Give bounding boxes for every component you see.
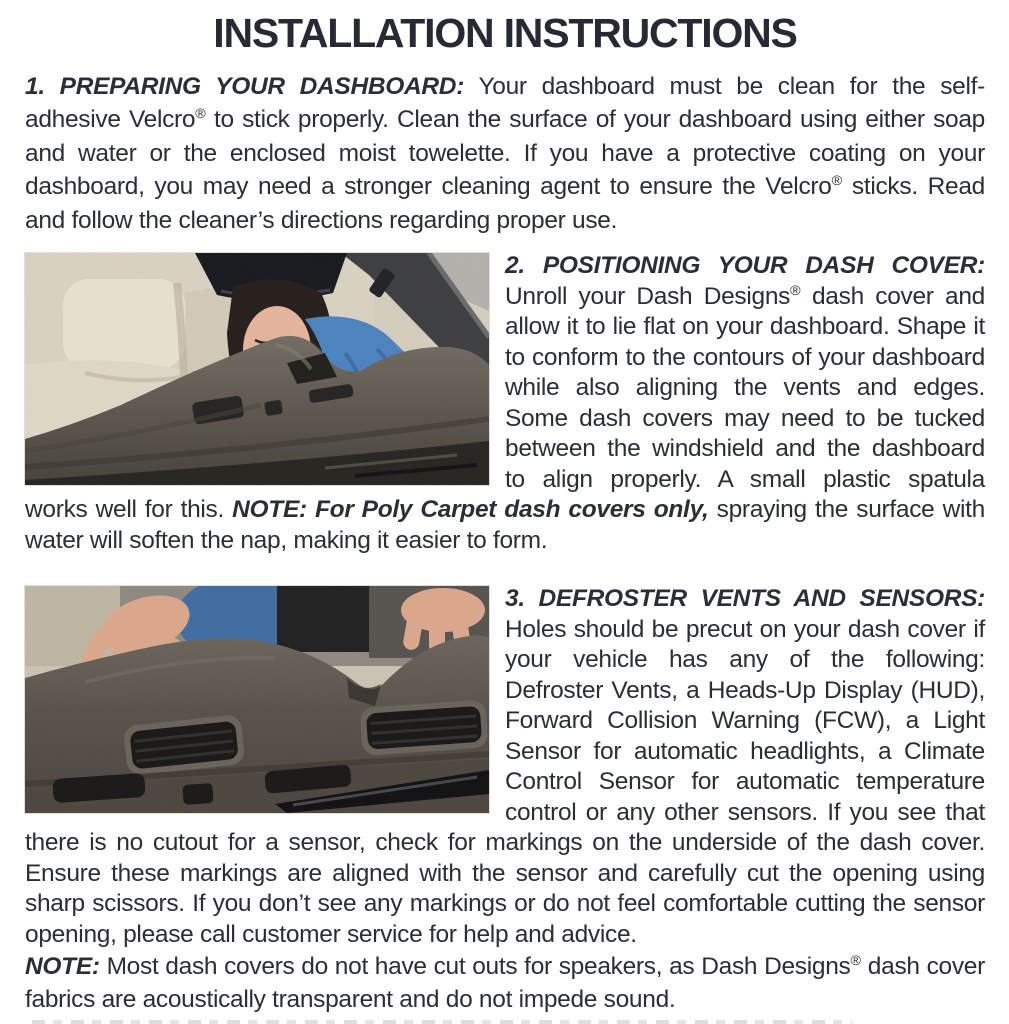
step3-heading: 3. DEFROSTER VENTS AND SENSORS: [505, 585, 985, 613]
step1-paragraph [25, 70, 985, 237]
page-title: INSTALLATION INSTRUCTIONS [213, 10, 797, 56]
photo-dash-cover-vent-holes [25, 586, 489, 813]
section-defroster-vents [25, 584, 985, 950]
photo2-illustration [25, 586, 489, 813]
section-positioning [25, 251, 985, 556]
photo1-illustration [25, 253, 489, 485]
cropped-scan-artifact [32, 1020, 852, 1024]
step1-heading: 1. PREPARING YOUR DASHBOARD: [25, 73, 465, 100]
photo-positioning-dash-cover [25, 253, 489, 485]
step3-text: Holes should be precut on your dash cover if your vehicle has any of the following: Defroster Vents, a Heads-Up Display (HUD), Forward Collision Warning (FCW), a Light Sensor for automatic headlights, a Climate Control Sensor for automatic temperature control or any other sensors. If you see that there is no cutout for a sensor, check for markings on the underside of the dash cover. Ensure these markings are aligned with the sensor and carefully cut the opening using sharp scissors. If you don’t see any markings or do not feel comfortable cutting the sensor opening, please call customer service for help and advice. [25, 615, 985, 948]
footnote-heading: NOTE: [25, 953, 100, 981]
footnote-text: Most dash covers do not have cut outs for speakers, as Dash Designs® dash cover fabrics are acoustically transparent and do not impede sound. [25, 952, 985, 1014]
step2-heading: 2. POSITIONING YOUR DASH COVER: [505, 252, 985, 280]
step2-note-heading: NOTE: For Poly Carpet dash covers only, [232, 496, 709, 524]
footnote-paragraph [25, 950, 985, 1017]
step2-text: Unroll your Dash Designs® dash cover and allow it to lie flat on your dashboard. Shape it to conform to the contours of your dashboard while also aligning the vents and edges. Some dash covers may need to be tucked between the windshield and the dashboard to align properly. A small plastic spatula works well for this. [25, 282, 985, 524]
step2-note-text: spraying the surface with water will soften the nap, making it easier to form. [25, 496, 985, 554]
step1-text: Your dashboard must be clean for the self-adhesive Velcro® to stick properly. Clean the surface of your dashboard using either soap and water or the enclosed moist towelette. If you have a protective coating on your dashboard, you may need a stronger cleaning agent to ensure the Velcro® sticks. Read and follow the cleaner’s directions regarding proper use. [25, 73, 985, 234]
